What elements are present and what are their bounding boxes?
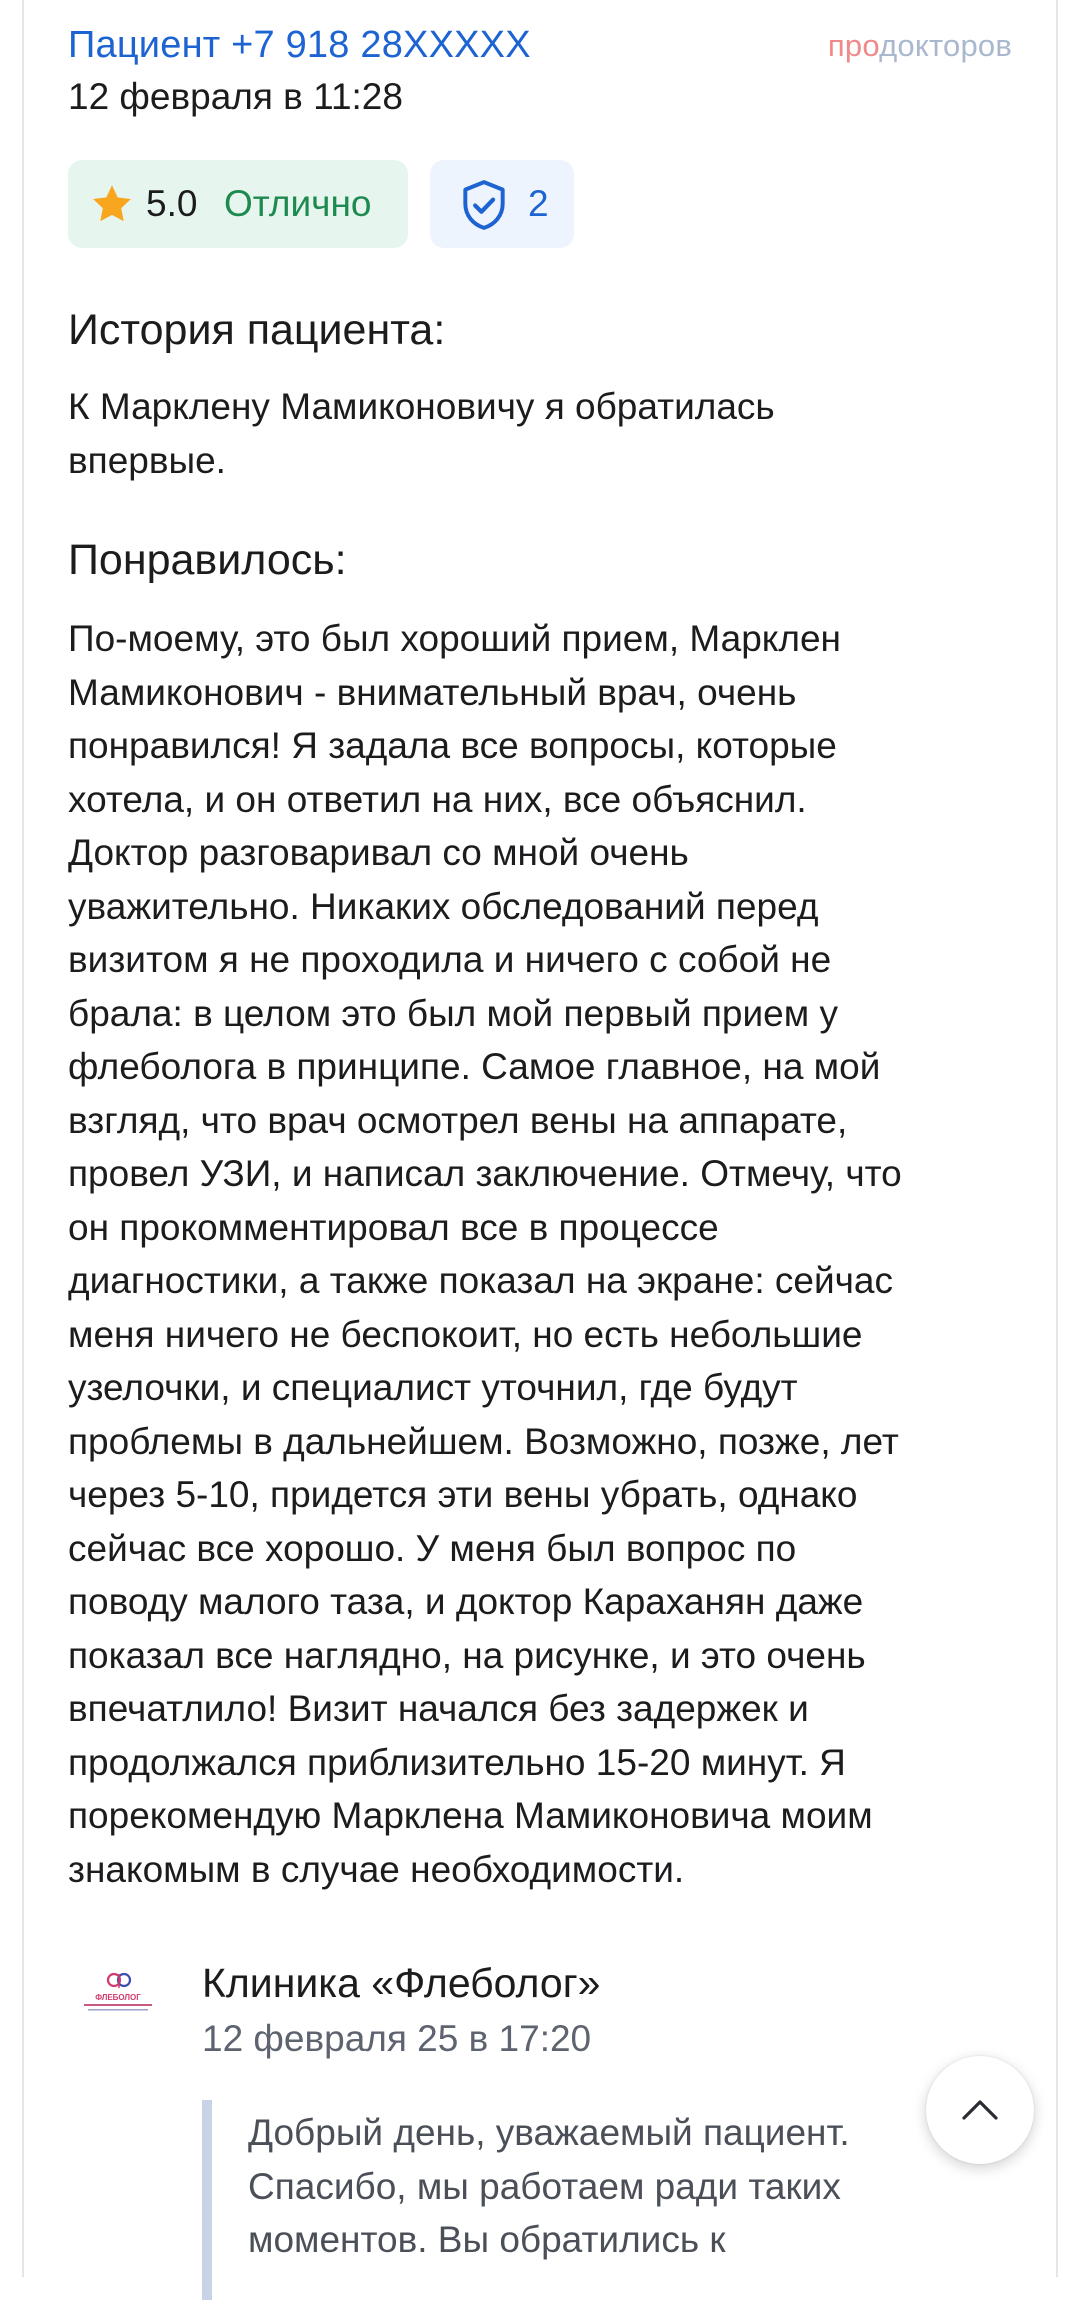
- clinic-logo: [78, 1966, 158, 2022]
- liked-line: По-моему, это был хороший прием, Марклен: [68, 618, 841, 659]
- chevron-up-icon: [958, 2092, 1002, 2128]
- clinic-reply-quote: [202, 2100, 952, 2300]
- review-header: [68, 18, 1012, 78]
- liked-line: флеболога в принципе. Самое главное, на мой: [68, 1046, 881, 1087]
- liked-line: продолжался приблизительно 15-20 минут. Я: [68, 1741, 846, 1783]
- clinic-name[interactable]: Клиника «Флеболог»: [202, 1960, 601, 2006]
- liked-line: уважительно. Никаких обследований перед: [68, 885, 819, 927]
- clinic-reply-date: 12 февраля 25 в 17:20: [202, 2018, 592, 2059]
- liked-line: меня ничего не беспокоит, но есть небольшие: [68, 1313, 863, 1355]
- logo-part-1: про: [827, 28, 880, 63]
- rating-value: 5.0: [146, 183, 198, 224]
- liked-line: брала: в целом это был мой первый прием у: [68, 992, 838, 1034]
- liked-line: знакомым в случае необходимости.: [68, 1848, 685, 1890]
- clinic-reply-text: [248, 2106, 948, 2267]
- reply-line: Добрый день, уважаемый пациент.: [248, 2112, 850, 2153]
- reply-line: Спасибо, мы работаем ради таких: [248, 2165, 841, 2207]
- liked-line: показал все наглядно, на рисунке, и это очень: [68, 1634, 866, 1676]
- reply-line: моментов. Вы обратились к: [248, 2219, 726, 2260]
- scroll-to-top-button[interactable]: [926, 2056, 1034, 2164]
- liked-line: через 5-10, придется эти вены убрать, однако: [68, 1474, 858, 1515]
- liked-line: визитом я не проходила и ничего с собой не: [68, 939, 832, 980]
- reviewer-name-link[interactable]: Пациент +7 918 28XXXXX: [68, 24, 531, 66]
- verification-count: 2: [528, 183, 549, 224]
- liked-line: он прокомментировал все в процессе: [68, 1206, 719, 1248]
- liked-line: диагностики, а также показал на экране: сейчас: [68, 1260, 894, 1301]
- review-date: 12 февраля в 11:28: [68, 76, 403, 117]
- verification-badge[interactable]: [430, 160, 574, 248]
- liked-line: Мамиконович - внимательный врач, очень: [68, 671, 797, 713]
- rating-label: Отлично: [224, 183, 372, 224]
- liked-line: хотела, и он ответил на них, все объяснил.: [68, 778, 807, 820]
- history-line: К Марклену Мамиконовичу я обратилась: [68, 386, 775, 427]
- liked-line: взгляд, что врач осмотрел вены на аппарате,: [68, 1099, 848, 1141]
- clinic-logo-text: ФЛЕБОЛОГ: [95, 1993, 141, 2002]
- history-section-title: История пациента:: [68, 306, 446, 354]
- liked-line: провел УЗИ, и написал заключение. Отмечу, что: [68, 1153, 902, 1194]
- rating-badge: [68, 160, 408, 248]
- logo-part-2: докторов: [879, 28, 1012, 63]
- star-icon: [90, 182, 134, 226]
- liked-line: проблемы в дальнейшем. Возможно, позже, лет: [68, 1420, 899, 1462]
- liked-line: понравился! Я задала все вопросы, которые: [68, 725, 837, 766]
- liked-line: впечатлило! Визит начался без задержек и: [68, 1688, 809, 1729]
- liked-line: узелочки, и специалист уточнил, где будут: [68, 1367, 798, 1408]
- history-text: [68, 380, 1012, 487]
- liked-text: [68, 612, 1012, 1896]
- liked-line: поводу малого таза, и доктор Караханян даже: [68, 1581, 864, 1622]
- liked-line: порекомендую Марклена Мамиконовича моим: [68, 1795, 873, 1836]
- liked-line: сейчас все хорошо. У меня был вопрос по: [68, 1527, 797, 1569]
- liked-line: Доктор разговаривал со мной очень: [68, 832, 689, 873]
- history-line: впервые.: [68, 439, 226, 481]
- shield-check-icon: [456, 176, 512, 234]
- prodoctorov-logo[interactable]: [828, 28, 1012, 64]
- liked-section-title: Понравилось:: [68, 536, 347, 584]
